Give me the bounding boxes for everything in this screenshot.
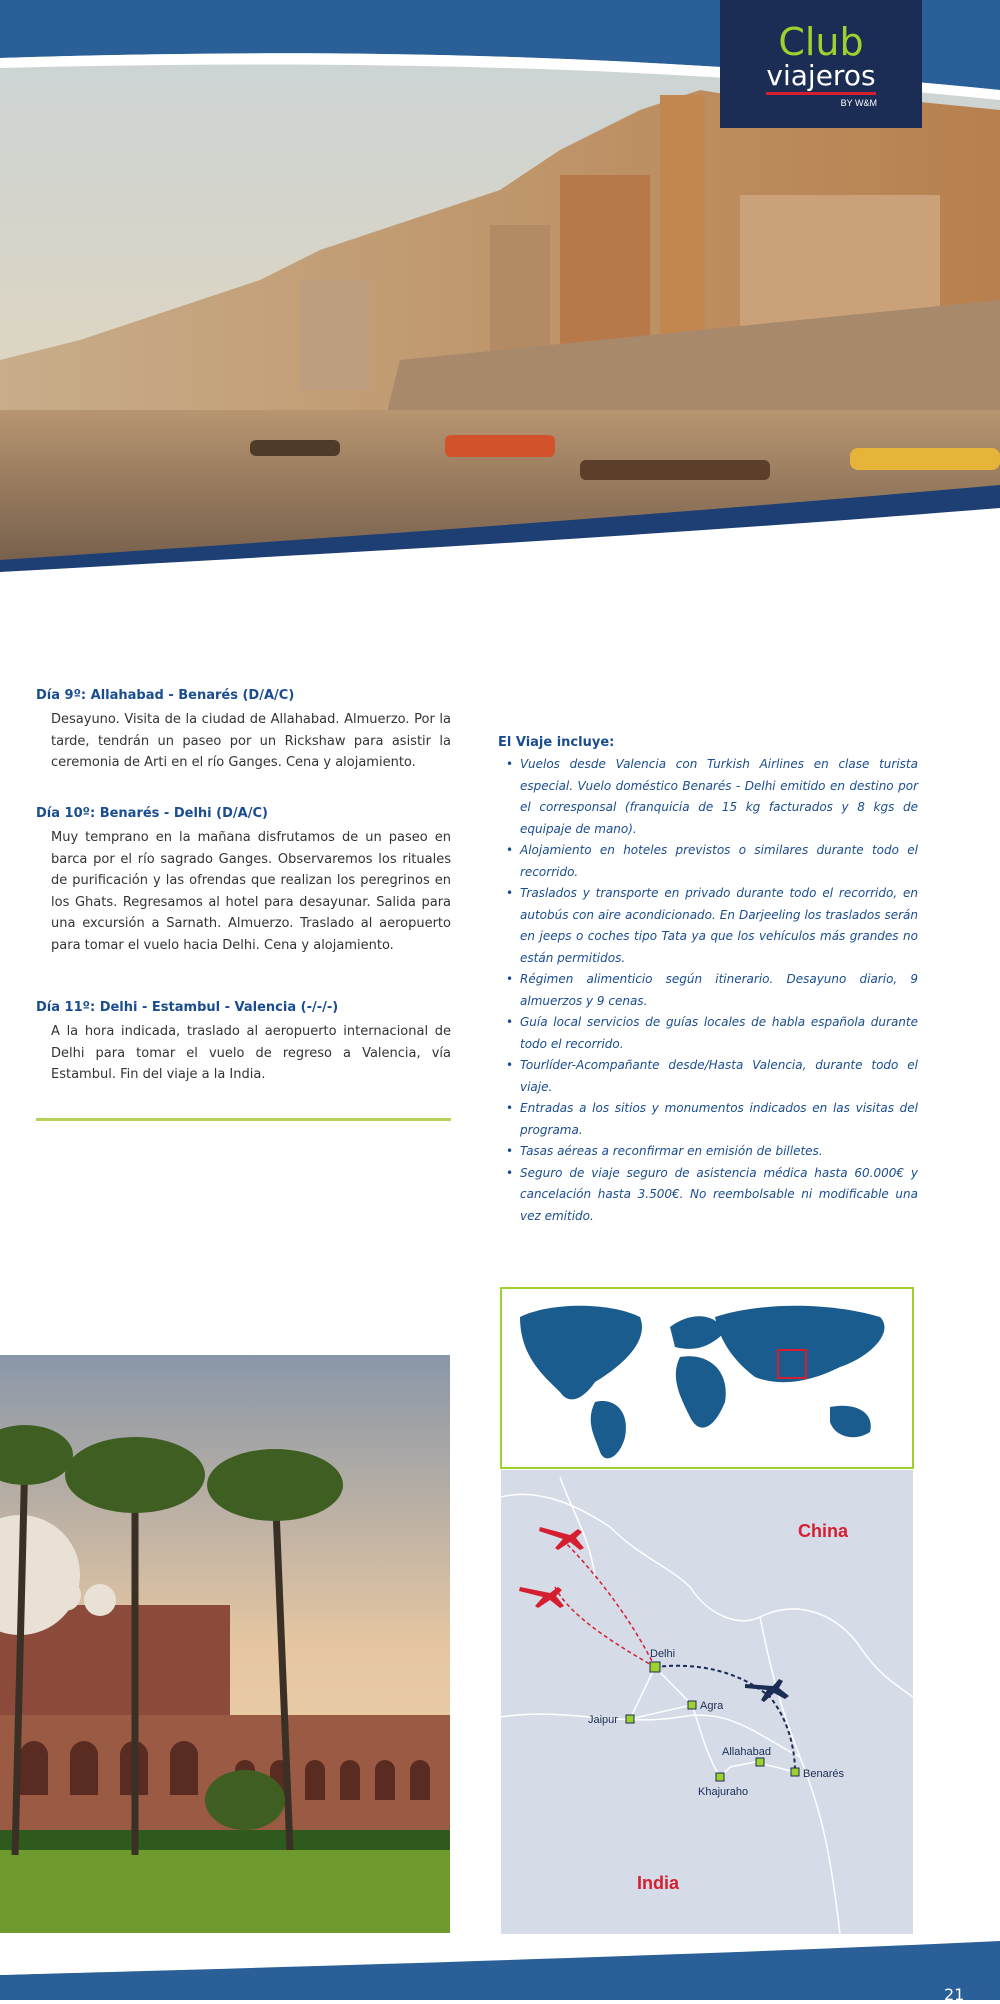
- section-divider: [36, 1118, 451, 1121]
- list-item: • Traslados y transporte en privado durante todo el recorrido, en autobús con aire acondicionado. En Darjeeling los traslados serán en jeeps o coches tipo Tata ya que los vehículos más grandes no están permitidos.: [520, 883, 918, 969]
- humayun-tomb-photo: [0, 1355, 450, 1933]
- day-text: Desayuno. Visita de la ciudad de Allahabad. Almuerzo. Por la tarde, tendrán un paseo por un Rickshaw para asistir la ceremonia de Arti en el río Ganges. Cena y alojamiento.: [51, 712, 451, 770]
- city-marker: [626, 1715, 634, 1723]
- city-label-khajuraho: Khajuraho: [698, 1786, 749, 1798]
- list-item: • Entradas a los sitios y monumentos indicados en las visitas del programa.: [520, 1098, 918, 1141]
- list-item: • Seguro de viaje seguro de asistencia médica hasta 60.000€ y cancelación hasta 3.500€. No reembolsable ni modificable una vez emitido.: [520, 1163, 918, 1228]
- label-india: India: [637, 1873, 680, 1893]
- palace-illustration: [0, 1355, 450, 1933]
- itinerary-day-9: [36, 688, 451, 774]
- logo-viajeros: viajeros: [766, 59, 876, 92]
- day-title: Día 11º: Delhi - Estambul - Valencia (-/-/-): [36, 1000, 339, 1015]
- list-item: • Régimen alimenticio según itinerario. Desayuno diario, 9 almuerzos y 9 cenas.: [520, 969, 918, 1012]
- city-marker: [791, 1768, 799, 1776]
- day-text: A la hora indicada, traslado al aeropuerto internacional de Delhi para tomar el vuelo de regreso a Valencia, vía Estambul. Fin del viaje a la India.: [51, 1024, 451, 1082]
- list-item: • Vuelos desde Valencia con Turkish Airlines en clase turista especial. Vuelo doméstico Benarés - Delhi emitido en destino por el corresponsal (franquicia de 15 kg facturados y 8 kgs de equipaje de mano).: [520, 754, 918, 840]
- club-viajeros-logo: [720, 0, 922, 128]
- city-label-agra: Agra: [700, 1700, 724, 1712]
- includes-title: El Viaje incluye:: [498, 735, 615, 750]
- day-title: Día 10º: Benarés - Delhi (D/A/C): [36, 806, 268, 821]
- city-label-allahabad: Allahabad: [722, 1746, 771, 1758]
- logo-byline: BY W&M: [840, 98, 877, 108]
- list-item: • Alojamiento en hoteles previstos o similares durante todo el recorrido.: [520, 840, 918, 883]
- list-item: • Guía local servicios de guías locales de habla española durante todo el recorrido.: [520, 1012, 918, 1055]
- page-number: 21: [944, 1985, 965, 2004]
- list-item: • Tourlíder-Acompañante desde/Hasta Valencia, durante todo el viaje.: [520, 1055, 918, 1098]
- city-marker: [716, 1773, 724, 1781]
- list-item: • Tasas aéreas a reconfirmar en emisión de billetes.: [520, 1141, 918, 1163]
- itinerary-day-11: [36, 1000, 451, 1086]
- trip-includes: [498, 735, 918, 1227]
- bottom-wave: [0, 1935, 1000, 2000]
- itinerary-day-10: [36, 806, 451, 956]
- city-marker: [756, 1758, 764, 1766]
- day-title: Día 9º: Allahabad - Benarés (D/A/C): [36, 688, 295, 703]
- city-marker: [688, 1701, 696, 1709]
- includes-list: [498, 754, 918, 1227]
- city-label-delhi: Delhi: [650, 1648, 676, 1660]
- city-label-benares: Benarés: [803, 1768, 844, 1780]
- city-marker: [650, 1662, 660, 1672]
- city-label-jaipur: Jaipur: [588, 1714, 618, 1726]
- logo-red-bar: [766, 92, 876, 95]
- logo-club: Club: [778, 20, 864, 64]
- day-text: Muy temprano en la mañana disfrutamos de un paseo en barca por el río sagrado Ganges. Observaremos los rituales de purificación y las ofrendas que realizan los peregrinos en los Ghats. Regresamos al hotel para desayunar. Salida para una excursión a Sarnath. Almuerzo. Traslado al aeropuerto para tomar el vuelo hacia Delhi. Cena y alojamiento.: [51, 830, 451, 953]
- label-china: China: [798, 1521, 849, 1541]
- map-illustration: [500, 1287, 914, 1935]
- route-map: [500, 1287, 914, 1935]
